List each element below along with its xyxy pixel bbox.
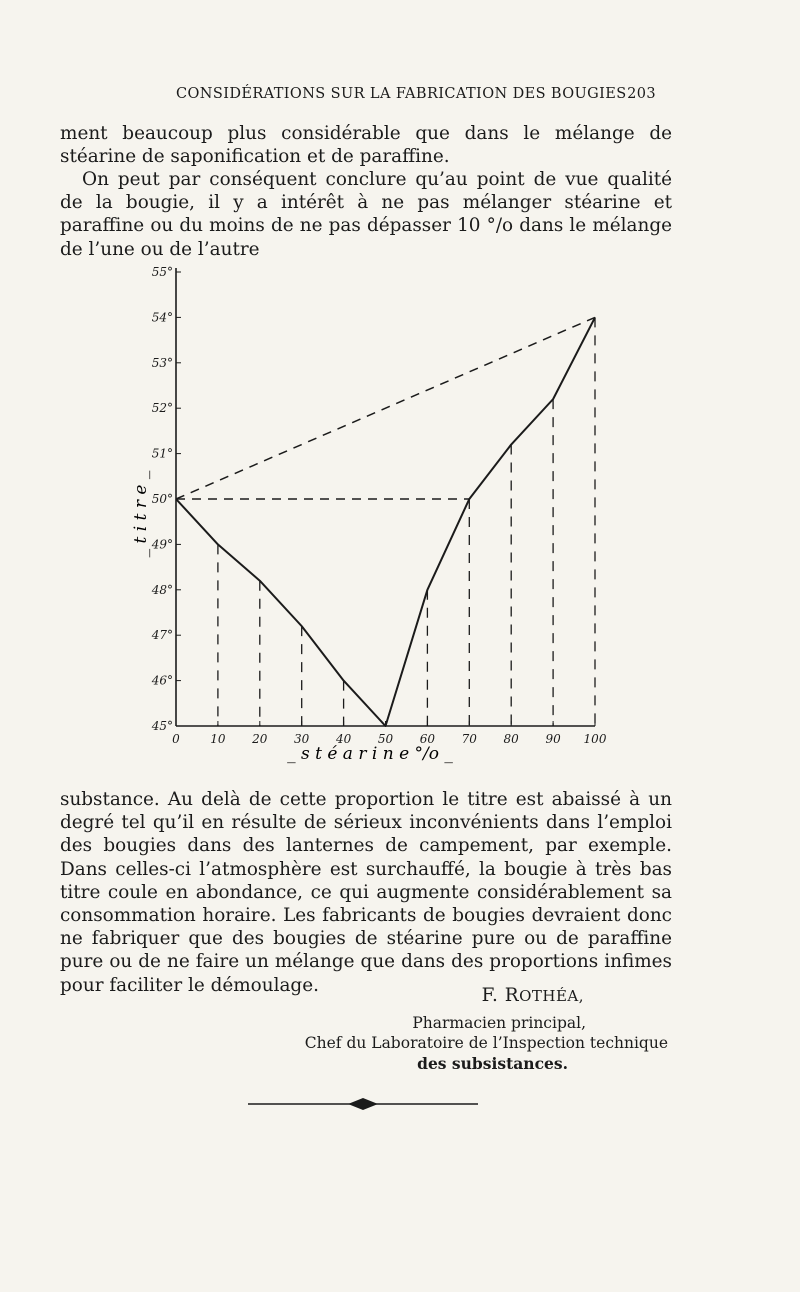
y-tick-label: 49° — [151, 537, 173, 552]
x-tick-label: 90 — [545, 732, 561, 746]
y-tick-label: 47° — [151, 628, 173, 643]
y-tick-label: 53° — [151, 355, 173, 370]
stearine-titre-chart — [120, 262, 620, 772]
y-tick-label: 45° — [151, 719, 173, 733]
signature-surname: OTHÉA, — [519, 987, 584, 1005]
x-tick-label: 100 — [583, 732, 607, 746]
y-tick-label: 55° — [151, 265, 173, 279]
paragraph-2: On peut par conséquent conclure qu’au point de vue qualité de la bougie, il y a intérêt à ne pas mélanger stéarine et paraffine ou du moins de ne pas dépasser 10 °/o dans le mélange de l’une ou de l’autre — [60, 169, 672, 260]
signature-initial: F. R — [481, 985, 520, 1006]
x-tick-label: 50 — [377, 732, 394, 746]
y-tick-label: 51° — [151, 446, 173, 461]
drop-lines — [218, 317, 595, 726]
y-tick-label: 52° — [151, 401, 173, 416]
signature-role: Pharmacien principal, — [412, 1014, 586, 1032]
x-tick-label: 60 — [419, 732, 436, 746]
y-tick-label: 50° — [151, 492, 173, 506]
y-tick-label: 46° — [151, 673, 173, 688]
x-axis-label: _ s t é a r i n e °/o _ — [287, 744, 453, 764]
y-axis-label: _ t i t r e _ — [131, 470, 151, 558]
x-tick-label: 40 — [335, 732, 352, 746]
x-tick-label: 20 — [252, 732, 268, 746]
dashed-reference-line — [176, 317, 595, 499]
x-tick-label: 30 — [294, 732, 310, 746]
x-tick-label: 10 — [210, 732, 226, 746]
signature-role-3: des subsistances. — [417, 1054, 568, 1073]
page-number: 203 — [627, 86, 656, 102]
tick-labels — [151, 265, 607, 746]
end-ornament — [248, 1094, 478, 1114]
paragraph-3: substance. Au delà de cette proportion le titre est abaissé à un degré tel qu’il en résulte de sérieux inconvénients dans l’emploi des bougies dans des lanternes de campement, par exemple. Dans celles-ci l’atmosphère est surchauffé, la bougie à très bas titre coule en abondance, ce qui augmente considérablement sa consommation horaire. Les fabricants de bougies devraient donc ne fabriquer que des bougies de stéarine pure ou de paraffine pure ou de ne faire un mélange que dans des proportions infimes pour faciliter le démoulage. — [60, 789, 672, 996]
x-tick-label: 80 — [503, 732, 519, 746]
y-tick-label: 54° — [151, 310, 173, 325]
paragraph-1: ment beaucoup plus considérable que dans le mélange de stéarine de saponification et de paraffine. — [60, 123, 672, 168]
y-tick-label: 48° — [151, 582, 173, 597]
x-tick-label: 70 — [461, 732, 477, 746]
series-layer — [176, 317, 595, 726]
x-tick-label: 0 — [172, 732, 180, 746]
signature-role-2: Chef du Laboratoire de l’Inspection technique — [304, 1034, 668, 1052]
signature-name — [0, 985, 584, 1006]
titre-curve — [176, 317, 595, 726]
running-head-title: CONSIDÉRATIONS SUR LA FABRICATION DES BOUGIES — [176, 86, 627, 102]
axes — [176, 268, 595, 726]
